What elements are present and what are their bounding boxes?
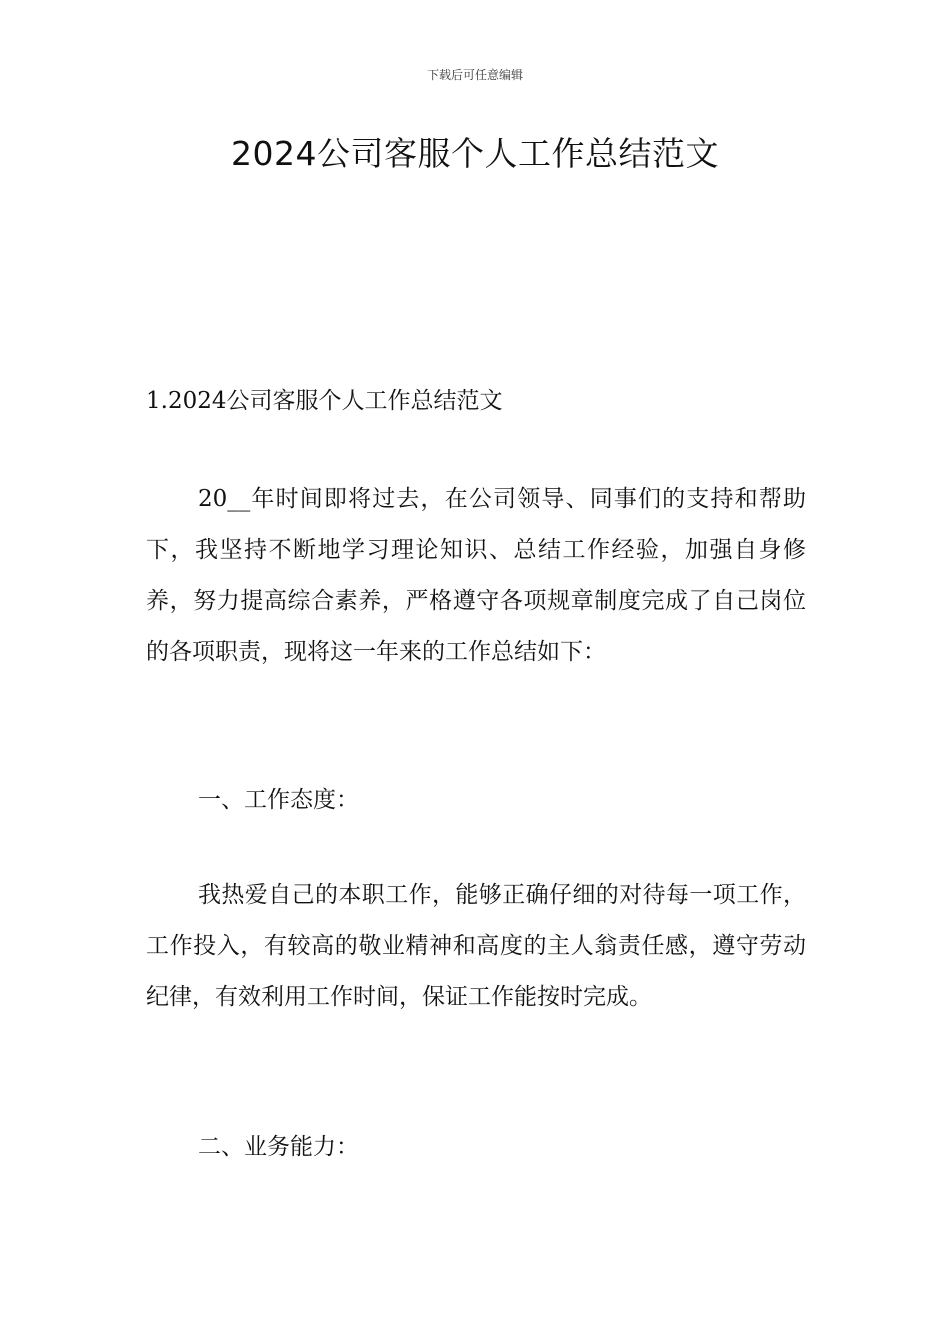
paragraph-intro: 20__年时间即将过去，在公司领导、同事们的支持和帮助下，我坚持不断地学习理论知识、总结工作经验，加强自身修养，努力提高综合素养，严格遵守各项规章制度完成了自己岗位的各项职责，现将这一年来的工作总结如下：	[146, 486, 806, 665]
subheading-business-ability: 二、业务能力：	[198, 1134, 359, 1160]
subheading-work-attitude: 一、工作态度：	[198, 787, 359, 813]
header-note: 下载后可任意编辑	[426, 68, 523, 82]
section-heading: 1.2024公司客服个人工作总结范文	[146, 388, 503, 414]
document-title: 2024公司客服个人工作总结范文	[231, 134, 719, 173]
paragraph-work-attitude: 我热爱自己的本职工作，能够正确仔细的对待每一项工作，工作投入，有较高的敬业精神和高度的主人翁责任感，遵守劳动纪律，有效利用工作时间，保证工作能按时完成。	[146, 882, 806, 1010]
